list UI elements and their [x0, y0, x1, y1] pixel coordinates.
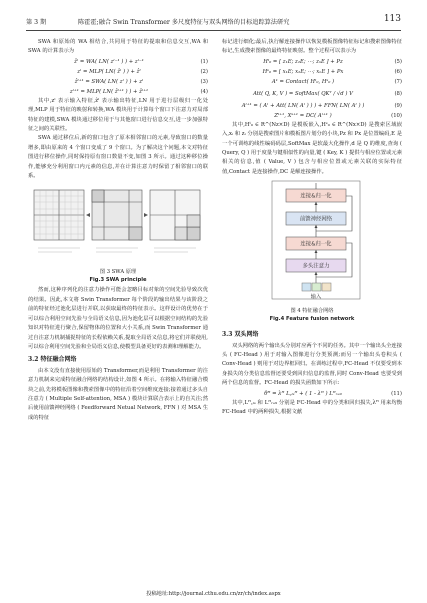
fig4-box-1: 连接&归一化 — [300, 193, 332, 200]
feature-fusion-diagram — [268, 179, 364, 307]
paragraph: 由本文没有直接使用原始的 Transformer,而是利用 Transformer 的注意力机制来完成特征融合网络的结构设计,如图 4 所示。在将输入特征融合模块之前,先将模板图像和搜索图像中的特征沿着空间维度连接;接着通过多头自注意力 ( Multiple Self-attention, MSA ) 模块计算联合表示上的自关注;然后使用前馈神经网络 ( Feedforward Netual Network, FFN ) 对 MSA 生成的特征 — [28, 367, 208, 421]
fig4-box-4: 多头注意力 — [302, 263, 330, 270]
header-rule — [26, 30, 401, 31]
section-heading: 3.2 特征融合网络 — [28, 356, 77, 364]
figure-caption-en: Fig.4 Feature fusion network — [269, 316, 355, 323]
figure-4 — [222, 179, 402, 327]
swa-principle-diagram — [32, 184, 204, 268]
equation-9: Aˡ⁺¹ = ( Aˡ + Att( LN( Aˡ ) ) ) + FFN( LN( Aˡ ) ) (9) — [241, 102, 402, 109]
paragraph: SWA 和原始的 WA 相结合,共同用于特征的提取和信息交互,WA 和 SWA 的计算表示为 — [28, 39, 208, 55]
page-footer: 投稿地址:http://journal.cthu.edu.cn/zr/ch/index.aspx — [146, 591, 281, 597]
figure-3 — [28, 184, 208, 286]
fig4-input-label: 输入 — [310, 294, 322, 301]
issue-number: 第 3 期 — [26, 19, 47, 26]
equation-3: ẑˡ⁺¹ = SWA( LN( zˡ ) ) + zˡ (3) — [74, 78, 208, 85]
equation-11: θᴴ = λᴴ L꜀ₗₛᴴ + ( 1 - λᴴ ) Lᴴᵣₑ₉ (11) — [264, 390, 402, 397]
equation-2: zˡ = MLP( LN( ẑˡ ) ) + ẑˡ (2) — [77, 68, 208, 75]
fig4-box-2: 前馈神经网络 — [299, 216, 333, 223]
equation-4: zˡ⁺¹ = MLP( LN( ẑˡ⁺¹ ) ) + ẑˡ⁺¹ (4) — [69, 88, 208, 95]
paragraph: 标记进行细化;最后,执行解连接操作以恢复模板图像特征标记和搜索图像特征标记,生成搜索图像的最终特征映射。整个过程可以表示为 — [222, 39, 402, 55]
figure-caption-cn: 图 4 特征融合网络 — [290, 308, 334, 315]
equation-1: ẑˡ = WA( LN( zˡ⁻¹ ) ) + zˡ⁻¹ (1) — [74, 58, 208, 65]
paragraph: 双头网络的两个输出头分别对应两个不同的任务。其中一个输出头全连接头 ( FC-Head ) 用于对输入图像进行分类预测;而另一个输出头卷积头 ( Conv-Head ) 则用于对边界框回归。在训练过程中,FC-Head 不仅要受到本身损失的分类信息监督还要受到回归信息的监督,同时 Conv-Head 也要受到两个信息的监督。FC-Head 的损失函数如下所示: — [222, 342, 402, 387]
fig4-box-3: 连接&归一化 — [300, 241, 332, 248]
equation-7: A¹ = Contact( Hᵗ₀, Hˢ₀ ) (7) — [271, 78, 402, 85]
equation-8: Att( Q, K, V ) = SoftMax( QKᵀ / √d ) V (8) — [253, 90, 402, 97]
paragraph: 然而,这种序列化的注意力操作可能会忽略目标对象的空间先验导致次优的结果。因此,本文将 Swin Transformer 每个阶段的输出结果与该阶段之前的特征经过池化层进行并联,以获取最终的特征表示。这样设计的优势在于可以综合利用空间先验与全局语义信息,因为池化层可以根据空间结构的先验知识对特征进行聚合,保留物体的位置和大小关系,而 Swin Transformer 通过自注意力机制捕捉特征的长程依赖关系,提取全局语义信息,将它们并联使用,可以综合利用空间先验和全局语义信息,使模型具备更好的表测和理解能力。 — [28, 287, 208, 350]
right-column — [222, 38, 402, 418]
equation-10: Zᵗ⁺¹, Xˢ⁺¹ = DC( Aˡ⁺¹ ) (10) — [274, 112, 402, 119]
paragraph: 其中,Lᴴ꜀ₗₛ 和 Lᴴᵣₑ₉ 分别是 FC-Head 中的分类和回归损失,λᴴ 用来均衡 FC-Head 中的两种损失,根据文献 — [222, 399, 402, 416]
page-header — [26, 14, 401, 28]
paragraph: SWA 通过移位后,新的窗口包含了原本相邻窗口的元素,导致窗口的数量增多,即由原来的 4 个窗口变成了 9 个窗口。为了解决这个问题,本文对特征图进行移位操作,同时保持原有窗口数量不变,如图 3 所示。通过这种移位操作,能够充分利用窗口内元素的信息,并在计算注意力时保留了相邻窗口的联系。 — [28, 135, 208, 180]
page-number: 113 — [383, 14, 401, 24]
equation-5: Hᵗ₀ = [ z₁E; z₂E; ⋯; zₙE ] + Pz (5) — [263, 58, 402, 65]
figure-caption-en: Fig.3 SWA principle — [89, 277, 147, 284]
paragraph: 其中,zˡ 表示输入特征,ẑˡ 表示输出特征,LN 用于进行层级归一化处理,MLP 用于特征的映射和转换,WA 模块用于计算每个窗口下注意力对局部特征的建模,SWA 模块通过移位用于与其他窗口进行信息交互,进一步加强特征之间的关联性。 — [28, 97, 208, 133]
section-heading: 3.3 双头网络 — [222, 331, 259, 339]
figure-caption-cn: 图 3 SWA 原理 — [99, 269, 137, 276]
left-column — [28, 38, 208, 423]
running-title: 陈霍霍;融合 Swin Transformer 多尺度特征与双头网络的目标追踪算法研究 — [78, 19, 290, 26]
equation-6: Hˢ₀ = [ x₁E; x₂E; ⋯; xₙE ] + Px (6) — [262, 68, 402, 75]
paragraph: 其中,Hᵗ₀ ∈ R^(Nz×D) 是模板嵌入,Hˢ₀ ∈ R^(Nx×D) 是搜索区域嵌入,xᵢ 和 zᵢ 分别是搜索图片和模板图片划分的小块,Pz 和 Px 是位置编码,E 是一个可训练的线性编码码层,SoftMax 是软最大化操作,d 是 Q 的维度,查询 ( Query, Q ) 用于度量与键相似性的向量,键 ( Key, K ) 提供与相应位置或元素相关的信息,值 ( Value, V ) 包含与相应位置或元素关联的实际特征值,Contact 是连接操作,DC 是解连接操作。 — [222, 121, 402, 175]
